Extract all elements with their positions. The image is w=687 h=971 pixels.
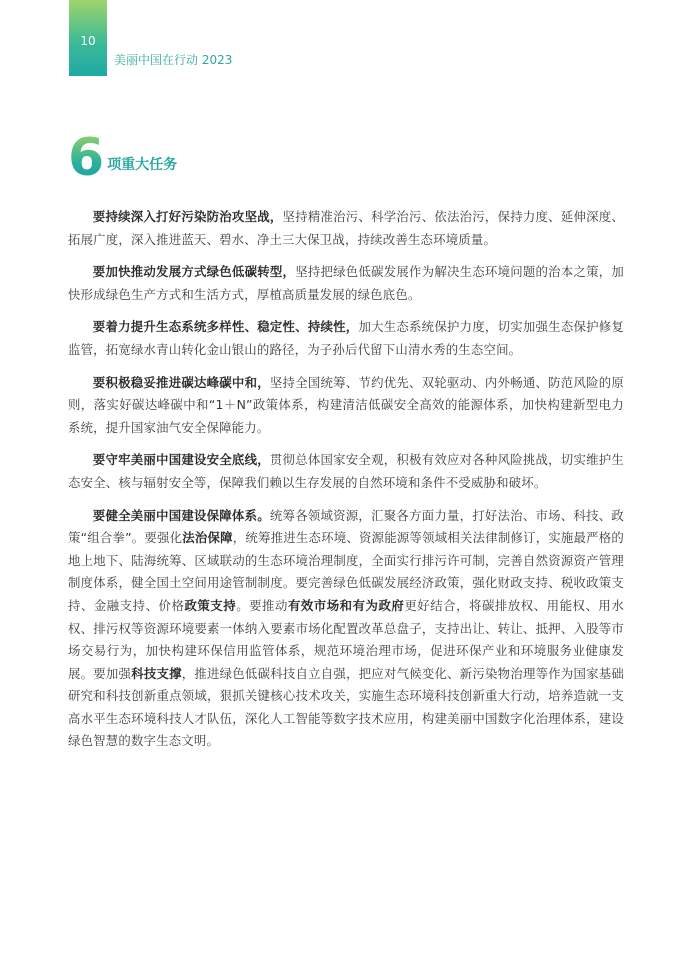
paragraph-body: ，统筹推进生态环境、资源能源等领域相关法律制修订，实施最严格的地上地下、陆海统筹、区域联动的生态环境治理制度，全面实行排污许可制，完善自然资源资产管理制度体系，健全国土空间用途管制制度。要完善绿色低碳发展经济政策，强化财政支持、税收政策支持、金融支持、价格 xyxy=(68,530,625,613)
paragraph-body: 坚持精准治污、科学治污、依法治污，保持力度、延伸深度、拓展广度，深入推进蓝天、碧水、净土三大保卫战，持续改善生态环境质量。 xyxy=(68,209,624,247)
paragraph-lead: 要加快推动发展方式绿色低碳转型， xyxy=(92,264,296,280)
paragraph-3 xyxy=(68,316,624,361)
emphasis-technology: 科技支撑 xyxy=(131,665,182,681)
paragraph-body: 更好结合，将碳排放权、用能权、用水权、排污权等资源环境要素一体纳入要素市场化配置改革总盘子，支持出让、转让、抵押、入股等市场交易行为，加快构建环保信用监管体系，规范环境治理市场，促进环保产业和环境服务业健康发展。要加强 xyxy=(68,597,624,681)
paragraph-4 xyxy=(68,372,624,440)
paragraph-body: ，推进绿色低碳科技自立自强，把应对气候变化、新污染物治理等作为国家基础研究和科技创新重点领域，狠抓关键核心技术攻关，实施生态环境科技创新重大行动，培养造就一支高水平生态环境科技人才队伍，深化人工智能等数字技术应用，构建美丽中国数字化治理体系，建设绿色智慧的数字生态文明。 xyxy=(68,665,625,749)
page-number-tab xyxy=(69,0,107,76)
paragraph-body: 。要推动 xyxy=(236,597,288,613)
paragraph-lead: 要着力提升生态系统多样性、稳定性、持续性， xyxy=(92,319,359,335)
paragraph-body: 加大生态系统保护力度，切实加强生态保护修复监管，拓宽绿水青山转化金山银山的路径，为子孙后代留下山清水秀的生态空间。 xyxy=(68,319,625,357)
section-number: 6 xyxy=(68,128,105,188)
page-number: 10 xyxy=(80,34,96,48)
body-text xyxy=(68,206,624,763)
paragraph-lead: 要持续深入打好污染防治攻坚战， xyxy=(92,209,283,224)
paragraph-body: 坚持把绿色低碳发展作为解决生态环境问题的治本之策，加快形成绿色生产方式和生活方式，厚植高质量发展的绿色底色。 xyxy=(68,264,625,302)
paragraph-body: 坚持全国统筹、节约优先、双轮驱动、内外畅通、防范风险的原则，落实好碳达峰碳中和“1＋N”政策体系，构建清洁低碳安全高效的能源体系，加快构建新型电力系统，提升国家油气安全保障能力。 xyxy=(68,374,624,435)
paragraph-body: 贯彻总体国家安全观，积极有效应对各种风险挑战，切实维护生态安全、核与辐射安全等，保障我们赖以生存发展的自然环境和条件不受威胁和破坏。 xyxy=(68,452,624,490)
section-heading xyxy=(68,128,178,188)
paragraph-lead: 要守牢美丽中国建设安全底线， xyxy=(92,452,270,468)
paragraph-6 xyxy=(68,505,624,754)
paragraph-1 xyxy=(68,206,624,251)
emphasis-rule-of-law: 法治保障 xyxy=(182,530,233,546)
emphasis-policy: 政策支持 xyxy=(184,597,237,613)
paragraph-lead: 要健全美丽中国建设保障体系。 xyxy=(92,507,270,523)
paragraph-5 xyxy=(68,449,624,494)
paragraph-2 xyxy=(68,261,624,306)
section-title: 项重大任务 xyxy=(107,157,178,173)
emphasis-market-government: 有效市场和有为政府 xyxy=(287,597,405,613)
paragraph-body: 统筹各领域资源，汇聚各方面力量，打好法治、市场、科技、政策“组合拳”。要强化 xyxy=(68,507,624,546)
running-header-title: 美丽中国在行动 2023 xyxy=(114,53,233,67)
paragraph-lead: 要积极稳妥推进碳达峰碳中和， xyxy=(92,374,270,390)
